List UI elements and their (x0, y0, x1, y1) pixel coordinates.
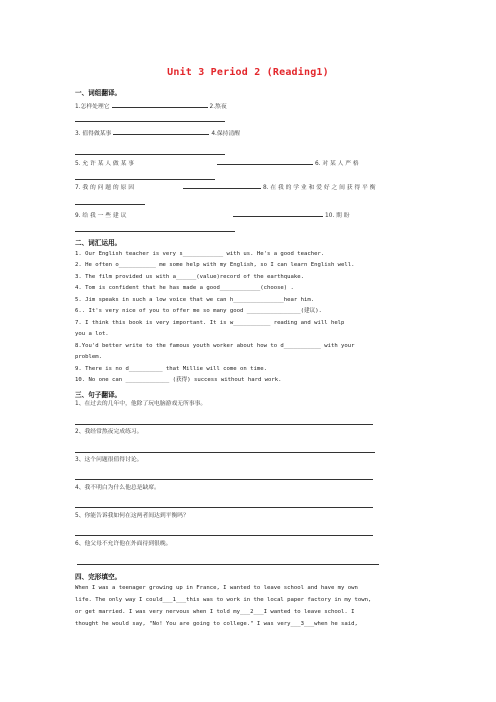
phrase-row-1 (75, 101, 421, 111)
phrase-row-3 (75, 158, 421, 168)
phrase-item: 1.怎样处理它 (75, 104, 110, 110)
answer-line (75, 179, 215, 180)
answer-line (75, 424, 373, 425)
vocab-line: 4. Tom is confident that he has made a good____________(choose) . (75, 285, 294, 291)
cloze-line: When I was a teenager growing up in France, I wanted to leave school and have my own (75, 585, 358, 591)
phrase-item: 3. 值得做某事 (75, 131, 112, 137)
phrase-item: 7. 我 的 问 题 的 原 因 (75, 185, 135, 191)
answer-line (75, 479, 373, 480)
answer-line (75, 452, 375, 453)
phrase-item: 8. 在 我 的 学 业 和 爱 好 之 间 获 得 平 衡 (263, 185, 376, 191)
translation-item: 5、你能告诉我如何在这两者间达到平衡吗？ (75, 513, 189, 519)
phrase-item: 4.保持清醒 (211, 131, 241, 137)
section-heading-phrases: 一、词组翻译。 (75, 89, 122, 97)
phrase-item: 9. 给 我 一 些 建 议 (75, 213, 127, 219)
translation-item: 2、我经常熬夜完成练习。 (75, 429, 143, 435)
section-heading-vocabulary: 二、词汇运用。 (75, 239, 122, 247)
section-heading-cloze: 四、完形填空。 (75, 573, 122, 581)
phrase-item: 2.熬夜 (209, 104, 227, 110)
vocab-line: 7. I think this book is very important. It is w___________ reading and will help (75, 320, 345, 326)
vocab-line: 10. No one can _____________ (获得) success without hard work. (75, 377, 282, 383)
answer-line (77, 564, 379, 565)
translation-item: 6、他父母不允许他在外面待到很晚。 (75, 541, 172, 547)
translation-item: 4、我不明白为什么他总是缺席。 (75, 485, 160, 491)
vocab-line: 2. He often o___________ me some help with my English, so I can learn English well. (75, 262, 355, 268)
translation-item: 3、这个问题很值得讨论。 (75, 457, 143, 463)
section-heading-translation: 三、句子翻译。 (75, 391, 122, 399)
phrase-item: 5. 允 许 某 人 做 某 事 (75, 161, 135, 167)
phrase-row-4 (75, 182, 421, 192)
page-title: Unit 3 Period 2 (Reading1) (167, 67, 329, 78)
vocab-line: problem. (75, 354, 102, 360)
answer-line (75, 507, 373, 508)
answer-line (75, 231, 235, 232)
answer-line (75, 535, 373, 536)
phrase-item: 10. 期 盼 (325, 213, 350, 219)
answer-line (75, 154, 225, 155)
vocab-line: you a lot. (75, 331, 109, 337)
phrase-item: 6. 对 某 人 严 格 (315, 161, 359, 167)
answer-line (75, 204, 145, 205)
phrase-row-2 (75, 128, 421, 138)
vocab-line: 6.. It's very nice of you to offer me so many good ________________(建议). (75, 308, 322, 314)
translation-item: 1、在过去的几年中，他除了玩电脑游戏无所事事。 (75, 401, 207, 407)
vocab-line: 8.You'd better write to the famous youth worker about how to d___________ with your (75, 343, 355, 349)
cloze-line: or get married. I was very nervous when I told my___2___I wanted to leave school. I (75, 609, 355, 615)
vocab-line: 3. The film provided us with a______(value)record of the earthquake. (75, 274, 305, 280)
vocab-line: 9. There is no d__________ that Millie will come on time. (75, 366, 267, 372)
cloze-line: life. The only way I could___1___this was to work in the local paper factory in my town, (75, 597, 372, 603)
vocab-line: 1. Our English teacher is very s____________ with us. He's a good teacher. (75, 251, 325, 257)
answer-line (75, 121, 225, 122)
cloze-line: thought he would say, "No! You are going to college." I was very___3___when he said, (75, 621, 358, 627)
vocab-line: 5. Jim speaks in such a low voice that we can h_______________hear him. (75, 297, 315, 303)
phrase-row-5 (75, 210, 421, 220)
